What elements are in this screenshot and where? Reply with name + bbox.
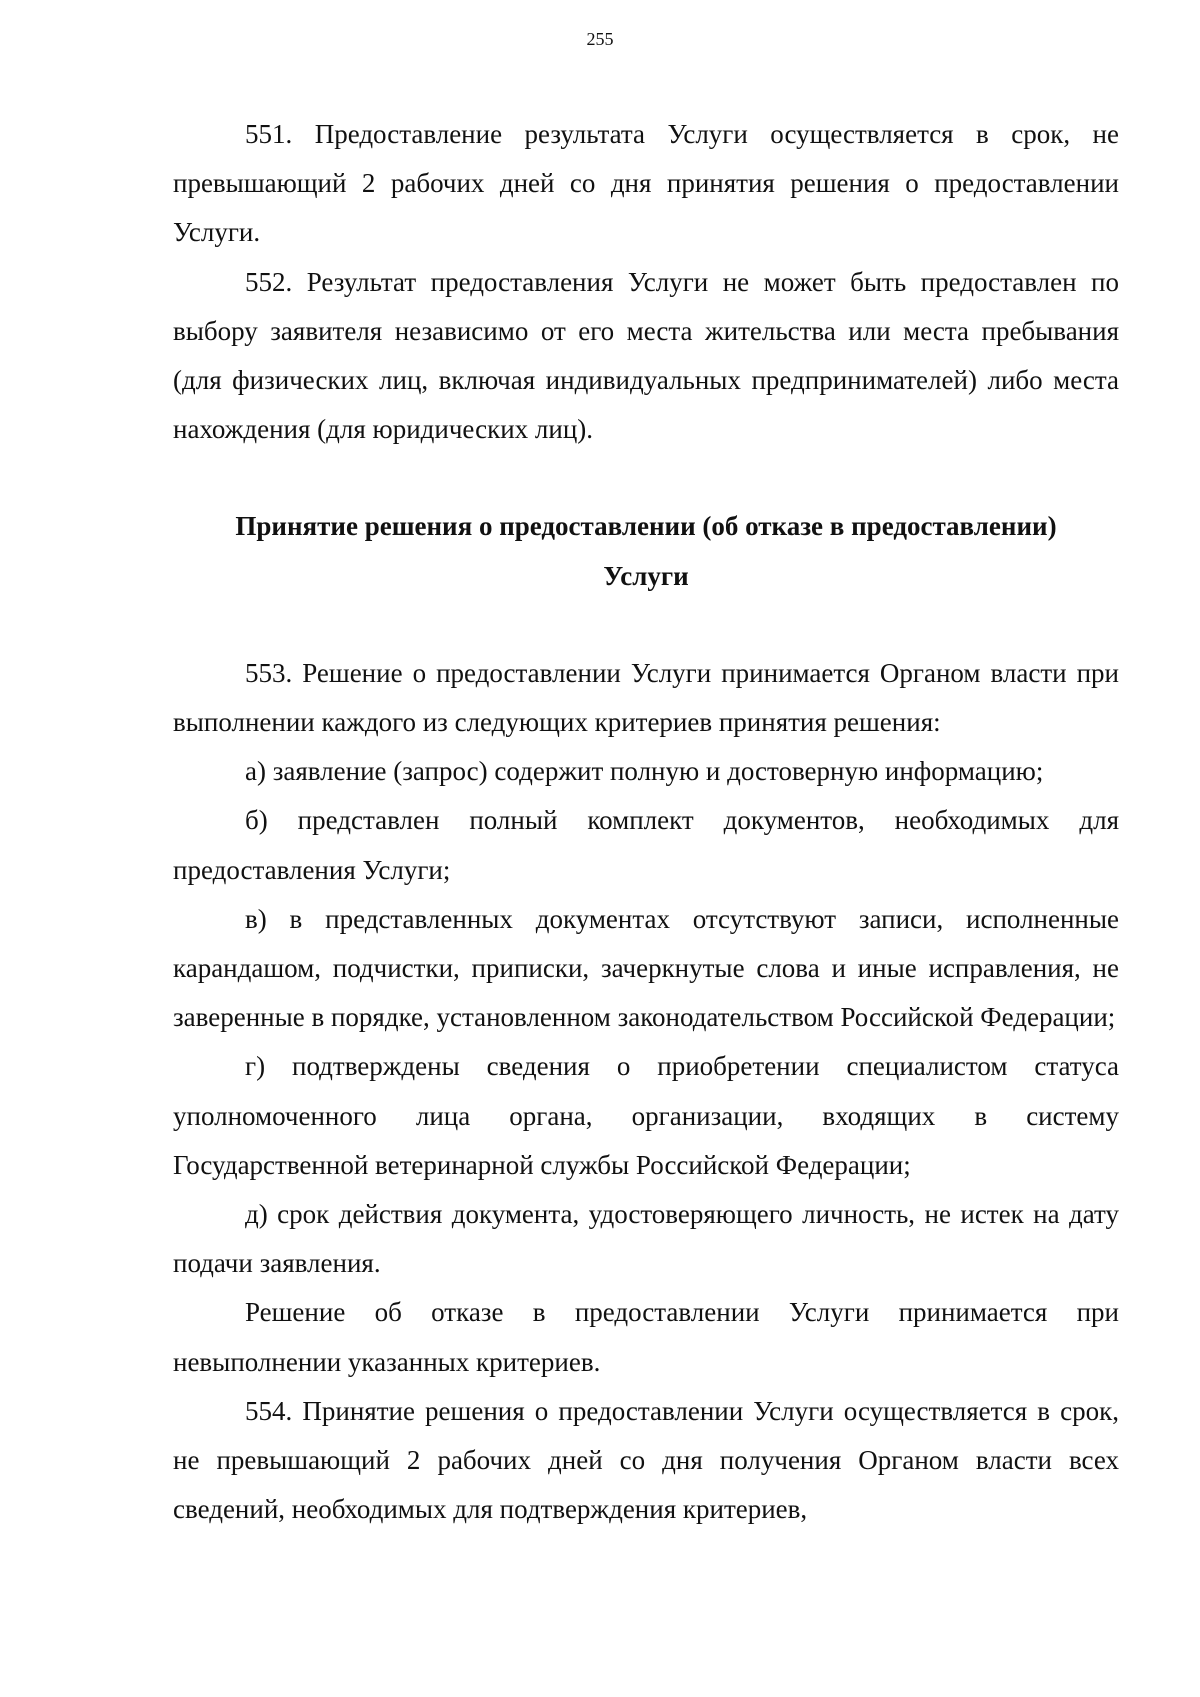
list-item-a: а) заявление (запрос) содержит полную и достоверную информацию;: [245, 756, 1044, 787]
list-item-g: г) подтверждены сведения о приобретении специалистом статуса уполномоченного лица органа, организации, входящих в систему Государственной ветеринарной службы Российской Федерации;: [173, 1051, 1119, 1180]
paragraph-553: 553. Решение о предоставлении Услуги принимается Органом власти при выполнении каждого из следующих критериев принятия решения:: [173, 657, 1119, 738]
paragraph-552: 552. Результат предоставления Услуги не может быть предоставлен по выбору заявителя независимо от его места жительства или места пребывания (для физических лиц, включая индивидуальных предпринимателей) либо места нахождения (для юридических лиц).: [173, 266, 1119, 445]
list-item-d: д) срок действия документа, удостоверяющего личность, не истек на дату подачи заявления.: [173, 1199, 1119, 1279]
section-heading-line-1: Принятие решения о предоставлении (об отказе в предоставлении): [235, 511, 1057, 542]
section-heading: [173, 454, 1119, 648]
page-number: 255: [586, 29, 614, 49]
paragraph-554: 554. Принятие решения о предоставлении Услуги осуществляется в срок, не превышающий 2 рабочих дней со дня получения Органом власти всех сведений, необходимых для подтверждения критериев,: [173, 1395, 1119, 1525]
paragraph-551: 551. Предоставление результата Услуги осуществляется в срок, не превышающий 2 рабочих дней со дня принятия решения о предоставлении Услуги.: [173, 119, 1119, 248]
refusal-paragraph: Решение об отказе в предоставлении Услуги принимается при невыполнении указанных критериев.: [173, 1297, 1119, 1377]
list-item-b: б) представлен полный комплект документов, необходимых для предоставления Услуги;: [173, 805, 1119, 885]
document-body: [173, 110, 1119, 1534]
section-heading-line-2: Услуги: [603, 560, 689, 591]
list-item-v: в) в представленных документах отсутствуют записи, исполненные карандашом, подчистки, приписки, зачеркнутые слова и иные исправления, не заверенные в порядке, установленном законодательством Российской Федерации;: [173, 903, 1119, 1033]
